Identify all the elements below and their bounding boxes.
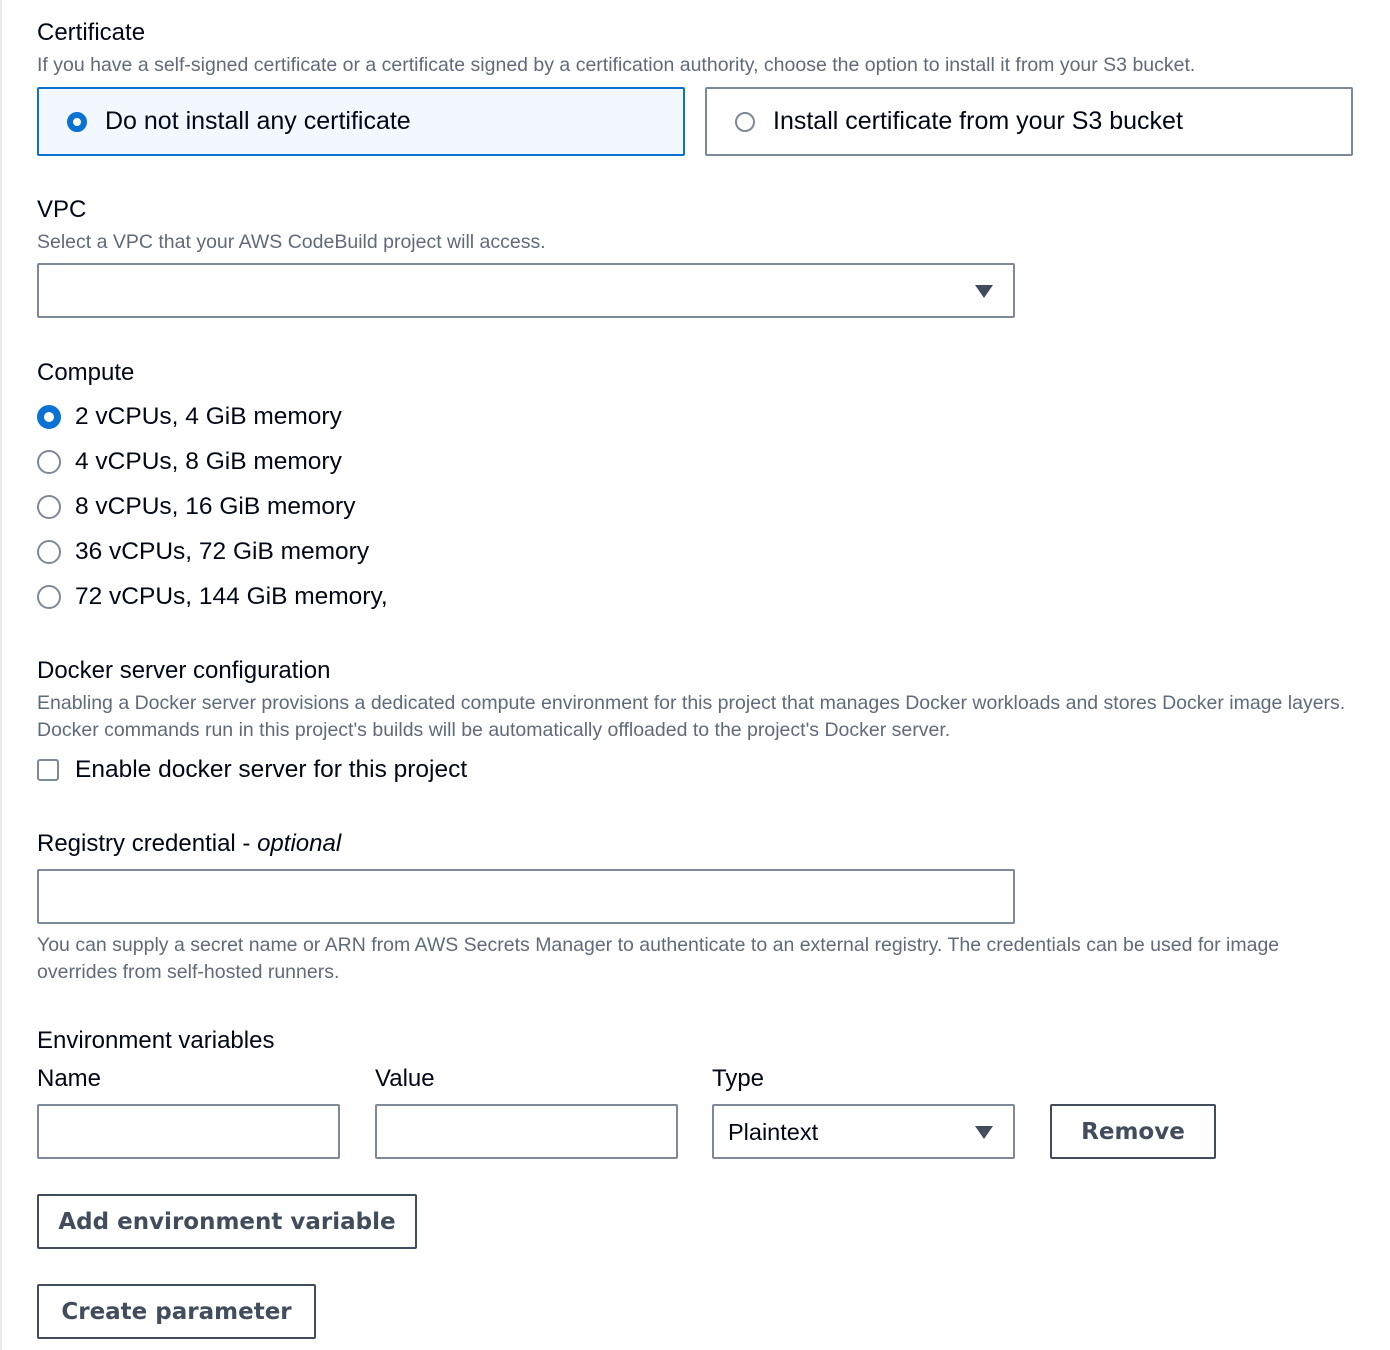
registry-optional-text: optional xyxy=(257,830,342,857)
radio-unselected-icon[interactable] xyxy=(37,585,61,609)
radio-unselected-icon[interactable] xyxy=(735,112,755,132)
compute-option-label: 2 vCPUs, 4 GiB memory xyxy=(75,403,342,430)
env-type-select[interactable] xyxy=(712,1104,1015,1159)
certificate-label: Certificate xyxy=(37,19,146,46)
env-value-input[interactable] xyxy=(375,1104,678,1159)
radio-selected-icon[interactable] xyxy=(37,405,61,429)
registry-label-text: Registry credential - xyxy=(37,830,258,857)
radio-selected-icon[interactable] xyxy=(67,112,87,132)
remove-button[interactable]: Remove xyxy=(1050,1104,1216,1159)
caret-down-icon xyxy=(975,285,993,298)
docker-enable-checkbox-row[interactable] xyxy=(37,756,467,784)
panel-left-border xyxy=(0,0,2,1350)
certificate-option-none[interactable] xyxy=(37,87,685,156)
env-type-value: Plaintext xyxy=(728,1119,819,1145)
env-col-value: Value xyxy=(375,1065,435,1092)
certificate-option-s3[interactable] xyxy=(705,87,1353,156)
add-environment-variable-button[interactable]: Add environment variable xyxy=(37,1194,417,1249)
registry-input[interactable] xyxy=(37,869,1015,924)
certificate-option-label: Install certificate from your S3 bucket xyxy=(773,107,1183,135)
compute-option-label: 72 vCPUs, 144 GiB memory, xyxy=(75,583,388,610)
vpc-description: Select a VPC that your AWS CodeBuild project will access. xyxy=(37,231,546,253)
env-name-input[interactable] xyxy=(37,1104,340,1159)
registry-label xyxy=(37,829,341,859)
compute-option-8vcpu[interactable] xyxy=(37,493,355,521)
compute-option-label: 4 vCPUs, 8 GiB memory xyxy=(75,448,342,475)
env-label: Environment variables xyxy=(37,1027,275,1054)
create-parameter-button[interactable]: Create parameter xyxy=(37,1284,316,1339)
compute-label: Compute xyxy=(37,359,135,386)
compute-option-label: 36 vCPUs, 72 GiB memory xyxy=(75,538,370,565)
compute-option-4vcpu[interactable] xyxy=(37,448,342,476)
docker-enable-checkbox[interactable] xyxy=(37,759,59,781)
radio-unselected-icon[interactable] xyxy=(37,495,61,519)
env-col-name: Name xyxy=(37,1065,102,1092)
compute-option-36vcpu[interactable] xyxy=(37,538,369,566)
caret-down-icon xyxy=(975,1126,993,1139)
registry-help: You can supply a secret name or ARN from AWS Secrets Manager to authenticate to an external registry. The credentials can be used for image overrides from self-hosted runners. xyxy=(37,934,1280,983)
certificate-option-label: Do not install any certificate xyxy=(105,107,411,135)
docker-description: Enabling a Docker server provisions a dedicated compute environment for this project that manages Docker workloads and stores Docker image layers. Docker commands run in this project's builds will be automatically offloaded to the project's Docker server. xyxy=(37,692,1346,741)
docker-enable-label: Enable docker server for this project xyxy=(75,756,468,783)
radio-unselected-icon[interactable] xyxy=(37,540,61,564)
vpc-label: VPC xyxy=(37,196,87,223)
docker-label: Docker server configuration xyxy=(37,657,331,684)
env-col-type: Type xyxy=(712,1065,765,1092)
radio-unselected-icon[interactable] xyxy=(37,450,61,474)
compute-option-2vcpu[interactable] xyxy=(37,403,342,431)
compute-option-72vcpu[interactable] xyxy=(37,583,388,611)
compute-option-label: 8 vCPUs, 16 GiB memory xyxy=(75,493,356,520)
vpc-select[interactable] xyxy=(37,263,1015,318)
certificate-description: If you have a self-signed certificate or a certificate signed by a certification authority, choose the option to install it from your S3 bucket. xyxy=(37,54,1196,76)
